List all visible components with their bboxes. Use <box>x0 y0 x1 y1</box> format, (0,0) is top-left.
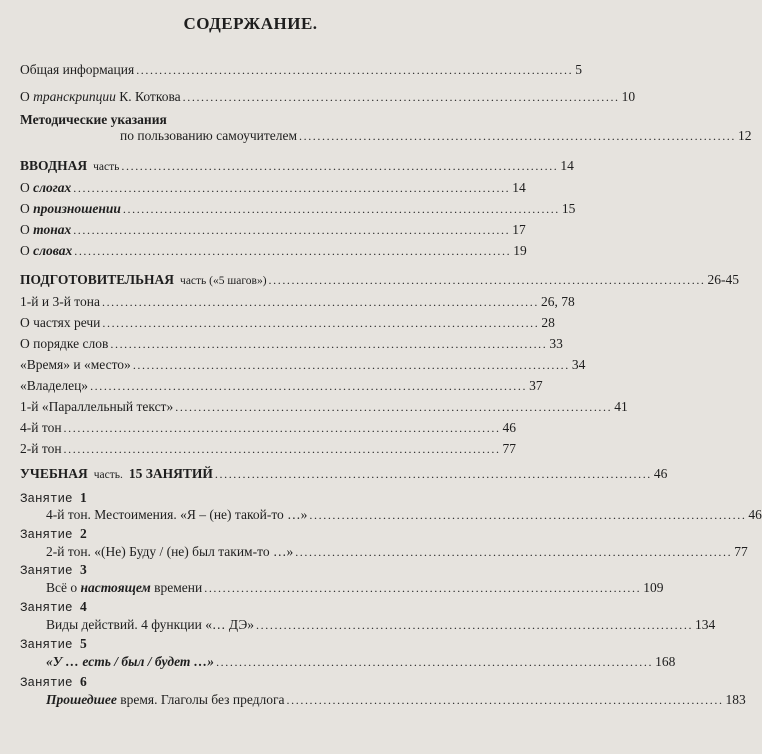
toc-section-prep: ПОДГОТОВИТЕЛЬНАЯ часть («5 шагов») ............................................................................................... 26-45 <box>20 270 459 290</box>
page-title: СОДЕРЖАНИЕ. <box>183 14 318 33</box>
leader-dots: ............................................................................................... <box>216 655 654 669</box>
leader-dots: ............................................................................................... <box>73 223 511 237</box>
toc-entry-general <box>20 60 582 80</box>
leader-dots: ............................................................................................... <box>268 273 706 287</box>
leader-dots: ............................................................................................... <box>286 693 724 707</box>
leader-dots: ............................................................................................... <box>73 181 511 195</box>
leader-dots: ............................................................................................... <box>74 244 512 258</box>
toc-entry-intro-1: О слогах ............................................................................................... 14 <box>20 178 459 198</box>
toc-entry-methodical <box>120 126 752 146</box>
leader-dots: ............................................................................................... <box>182 90 620 104</box>
toc-entry-prep-6: 1-й «Параллельный текст» ............................................................................................... 41 <box>20 397 459 417</box>
lesson-heading-6: Занятие 6 <box>20 674 87 690</box>
leader-dots: ............................................................................................... <box>122 202 560 216</box>
toc-entry-intro-4: О словах ............................................................................................... 19 <box>20 241 459 261</box>
lesson-entry-4: Виды действий. 4 функции «… ДЭ» ............................................................................................... 134 <box>46 615 459 635</box>
lesson-entry-6: Прошедшее время. Глаголы без предлога ............................................................................................... 183 <box>46 690 459 710</box>
leader-dots: ............................................................................................... <box>101 295 539 309</box>
toc-page: 12 <box>738 128 752 143</box>
toc-entry-transcription: О транскрипции К. Коткова ............................................................................................... 10 <box>20 87 459 107</box>
toc-page: 46 <box>653 466 668 481</box>
toc-label: Общая информация <box>20 62 135 77</box>
toc-entry-prep-5: «Владелец» ............................................................................................... 37 <box>20 376 459 396</box>
leader-dots: ............................................................................................... <box>132 358 570 372</box>
lesson-entry-2: 2-й тон. «(Не) Буду / (не) был таким-то …» ............................................................................................... 77 <box>46 542 459 562</box>
lesson-heading-4: Занятие 4 <box>20 599 87 615</box>
toc-entry-prep-3: О порядке слов ............................................................................................... 33 <box>20 334 459 354</box>
leader-dots: ............................................................................................... <box>256 618 694 632</box>
lesson-heading-2: Занятие 2 <box>20 526 87 542</box>
leader-dots: ............................................................................................... <box>204 581 642 595</box>
leader-dots: ............................................................................................... <box>63 421 501 435</box>
toc-entry-prep-1: 1-й и 3-й тона ............................................................................................... 26, 78 <box>20 292 459 312</box>
leader-dots: ............................................................................................... <box>63 442 501 456</box>
toc-section-intro: ВВОДНАЯ часть ............................................................................................... 14 <box>20 156 459 176</box>
lesson-entry-3: Всё о настоящем времени ............................................................................................... 109 <box>46 578 459 598</box>
leader-dots: ............................................................................................... <box>299 129 736 143</box>
leader-dots: ............................................................................................... <box>175 400 613 414</box>
leader-dots: ............................................................................................... <box>309 508 747 522</box>
toc-page: 10 <box>621 89 636 104</box>
toc-label: по пользованию самоучителем <box>120 128 297 143</box>
lesson-heading-1: Занятие 1 <box>20 490 87 506</box>
toc-entry-prep-7: 4-й тон ............................................................................................... 46 <box>20 418 459 438</box>
toc-entry-intro-3: О тонах ............................................................................................... 17 <box>20 220 459 240</box>
toc-page: 14 <box>560 158 574 173</box>
leader-dots: ............................................................................................... <box>214 467 652 481</box>
lesson-entry-5: «У … есть / был / будет …» ............................................................................................... 168 <box>46 652 459 672</box>
leader-dots: ............................................................................................... <box>295 545 733 559</box>
leader-dots: ............................................................................................... <box>102 316 540 330</box>
leader-dots: ............................................................................................... <box>90 379 528 393</box>
toc-entry-prep-4: «Время» и «место» ............................................................................................... 34 <box>20 355 459 375</box>
lesson-heading-5: Занятие 5 <box>20 636 87 652</box>
toc-entry-prep-2: О частях речи ............................................................................................... 28 <box>20 313 459 333</box>
toc-entry-prep-8: 2-й тон ............................................................................................... 77 <box>20 439 459 459</box>
toc-entry-intro-2: О произношении ............................................................................................... 15 <box>20 199 459 219</box>
toc-heading-methodical: Методические указания <box>20 112 167 127</box>
lesson-heading-3: Занятие 3 <box>20 562 87 578</box>
leader-dots: ............................................................................................... <box>136 63 574 77</box>
leader-dots: ............................................................................................... <box>121 159 559 173</box>
toc-page: 5 <box>575 62 582 77</box>
leader-dots: ............................................................................................... <box>110 337 548 351</box>
toc-page: 26-45 <box>707 272 740 287</box>
toc-section-study: УЧЕБНАЯ часть. 15 ЗАНЯТИЙ ............................................................................................... 46 <box>20 464 459 484</box>
lesson-entry-1: 4-й тон. Местоимения. «Я – (не) такой-то …» ............................................................................................... 46 <box>46 505 459 525</box>
